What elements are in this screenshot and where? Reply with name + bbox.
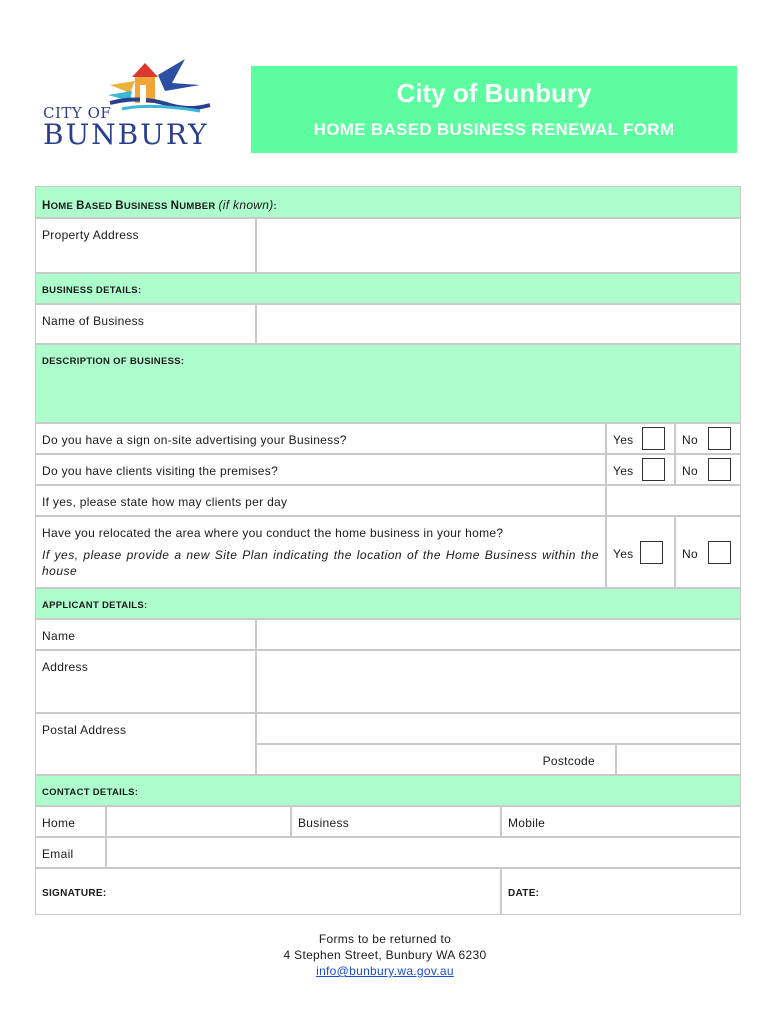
q-clients-no-label: No <box>682 464 698 478</box>
home-label: Home <box>35 806 106 837</box>
q-relocated-note: If yes, please provide a new Site Plan indicating the location of the Home Business within the house <box>42 548 599 578</box>
business-phone-label: Business <box>291 806 501 837</box>
q-sign-yes-checkbox[interactable] <box>642 427 665 450</box>
signature-cell[interactable] <box>35 868 501 915</box>
q-clients-count-label: If yes, please state how may clients per day <box>35 485 606 516</box>
date-label: DATE: <box>508 888 540 899</box>
postal-address-label: Postal Address <box>35 713 256 775</box>
q-relocated-cell <box>35 516 606 588</box>
hbb-usiness: USINESS <box>123 201 171 212</box>
hbb-n: N <box>170 200 180 212</box>
mobile-label: Mobile <box>501 806 741 837</box>
postcode-label: Postcode <box>542 754 595 768</box>
page-title: City of Bunbury <box>396 78 592 108</box>
property-address-label: Property Address <box>35 218 256 273</box>
q-sign-no-label: No <box>682 433 698 447</box>
hbb-h: H <box>42 200 51 212</box>
section-business-details: BUSINESS DETAILS: <box>35 273 741 304</box>
hbb-ome: OME <box>50 201 77 212</box>
q-sign-label: Do you have a sign on-site advertising your Business? <box>35 423 606 454</box>
q-clients-label: Do you have clients visiting the premises? <box>35 454 606 485</box>
hbb-umber: UMBER <box>179 201 216 212</box>
signature-label: SIGNATURE: <box>42 888 107 899</box>
section-description: DESCRIPTION OF BUSINESS: <box>35 344 741 423</box>
q-clients-no-checkbox[interactable] <box>708 458 731 481</box>
hbb-b2: B <box>115 200 124 212</box>
hbb-if-known: (if known) <box>218 198 274 212</box>
footer-email-link[interactable]: info@bunbury.wa.gov.au <box>316 964 454 978</box>
name-label: Name <box>35 619 256 650</box>
q-relocated-no-checkbox[interactable] <box>708 541 731 564</box>
logo-bunbury: BUNBURY <box>43 118 209 151</box>
email-label: Email <box>35 837 106 868</box>
footer-line1: Forms to be returned to <box>318 932 452 946</box>
name-of-business-input[interactable] <box>256 304 741 344</box>
q-sign-no-checkbox[interactable] <box>708 427 731 450</box>
postal-address-input[interactable] <box>256 713 741 744</box>
q-sign-yes-label: Yes <box>613 433 634 447</box>
name-input[interactable] <box>256 619 741 650</box>
postcode-cell <box>256 744 616 775</box>
email-input[interactable] <box>106 837 741 868</box>
postcode-input[interactable] <box>616 744 741 775</box>
form-subtitle: HOME BASED BUSINESS RENEWAL FORM <box>313 120 675 139</box>
address-input[interactable] <box>256 650 741 713</box>
q-relocated-no-label: No <box>682 547 698 561</box>
section-contact-details: CONTACT DETAILS: <box>35 775 741 806</box>
logo-city-of: CITY OF <box>43 104 112 122</box>
hbb-colon: : <box>273 201 277 212</box>
hbb-ased: ASED <box>84 201 116 212</box>
q-relocated-yes-label: Yes <box>613 547 634 561</box>
footer-line2: 4 Stephen Street, Bunbury WA 6230 <box>283 948 487 962</box>
q-clients-count-input[interactable] <box>606 485 741 516</box>
q-relocated-label: Have you relocated the area where you conduct the home business in your home? <box>42 526 504 540</box>
q-clients-yes-label: Yes <box>613 464 634 478</box>
date-cell[interactable] <box>501 868 741 915</box>
section-applicant-details: APPLICANT DETAILS: <box>35 588 741 619</box>
property-address-input[interactable] <box>256 218 741 273</box>
section-hbb-number <box>35 186 741 218</box>
title-banner <box>251 66 737 153</box>
name-of-business-label: Name of Business <box>35 304 256 344</box>
q-relocated-yes-checkbox[interactable] <box>640 541 663 564</box>
address-label: Address <box>35 650 256 713</box>
footer <box>200 931 570 979</box>
q-clients-yes-checkbox[interactable] <box>642 458 665 481</box>
home-input[interactable] <box>106 806 291 837</box>
hbb-b: B <box>76 200 85 212</box>
